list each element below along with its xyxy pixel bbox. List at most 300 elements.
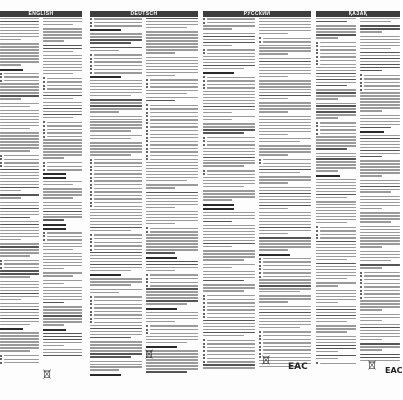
- bullet-icon: [203, 52, 205, 54]
- text-line: [150, 79, 198, 80]
- bullet-icon: [43, 77, 45, 79]
- list-item: [90, 72, 142, 74]
- text-line: [0, 217, 30, 218]
- text-line: [316, 82, 356, 83]
- text-line: [316, 98, 338, 99]
- bullet-icon: [90, 169, 92, 171]
- bullet-icon: [146, 83, 148, 85]
- text-line: [0, 128, 30, 129]
- paragraph: [360, 212, 400, 222]
- text-line: [316, 70, 356, 71]
- list-item: [146, 278, 198, 280]
- paragraph: [146, 162, 198, 181]
- list-item: [0, 155, 39, 157]
- text-line: [146, 31, 198, 32]
- text-line: [316, 188, 356, 189]
- paragraph: [0, 18, 39, 40]
- text-line: [360, 232, 400, 233]
- text-line: [364, 75, 400, 76]
- paragraph: [203, 33, 255, 46]
- section-heading-line: [146, 257, 177, 259]
- list-item: [316, 49, 356, 51]
- text-line: [360, 21, 391, 22]
- bullet-icon: [90, 198, 92, 200]
- text-line: [263, 276, 311, 277]
- text-line: [0, 106, 30, 107]
- text-line: [43, 64, 82, 65]
- text-line: [207, 170, 255, 171]
- text-line: [150, 112, 198, 113]
- text-line: [203, 243, 255, 244]
- text-line: [364, 293, 400, 294]
- column-header-english: ENGLISH: [0, 11, 82, 17]
- text-line: [259, 145, 311, 146]
- text-line: [0, 290, 39, 291]
- list-item: [203, 302, 255, 304]
- text-line: [43, 51, 73, 52]
- text-line: [316, 108, 356, 109]
- bullet-icon: [203, 313, 205, 315]
- text-line: [43, 191, 82, 192]
- text-line: [316, 318, 356, 319]
- text-line: [146, 220, 198, 221]
- text-line: [316, 145, 356, 146]
- text-line: [0, 347, 39, 348]
- text-line: [259, 190, 311, 191]
- text-line: [150, 148, 198, 149]
- text-line: [360, 330, 400, 331]
- text-line: [259, 237, 311, 238]
- section-heading-line: [43, 329, 66, 331]
- text-line: [43, 108, 82, 109]
- text-line: [94, 322, 142, 323]
- text-line: [43, 28, 82, 29]
- text-line: [150, 278, 198, 279]
- text-line: [90, 284, 131, 285]
- bullet-icon: [90, 249, 92, 251]
- text-line: [203, 177, 255, 178]
- bullet-icon: [259, 258, 261, 260]
- list-item: [146, 130, 198, 132]
- text-line: [146, 264, 198, 265]
- text-line: [43, 154, 82, 155]
- text-line: [263, 159, 311, 160]
- list-item: [90, 245, 142, 247]
- text-line: [259, 122, 311, 123]
- text-line: [146, 214, 198, 215]
- paragraph: [43, 272, 82, 276]
- paragraph: [146, 336, 198, 343]
- text-line: [146, 63, 198, 64]
- paragraph: [360, 52, 400, 71]
- paragraph: [360, 324, 400, 340]
- list-item: [203, 357, 255, 359]
- text-line: [203, 256, 255, 257]
- weee-bin-icon-3: [262, 355, 270, 365]
- bullet-icon: [90, 202, 92, 204]
- paragraph: [316, 306, 356, 322]
- paragraph: [0, 110, 39, 129]
- bullet-icon: [146, 148, 148, 150]
- bullet-icon: [203, 170, 205, 172]
- text-line: [0, 61, 39, 62]
- text-subcolumns: [0, 18, 82, 392]
- text-line: [259, 205, 311, 206]
- paragraph: [316, 179, 356, 198]
- text-line: [90, 270, 131, 271]
- text-line: [263, 261, 311, 262]
- text-line: [263, 357, 311, 358]
- column-header-deutsch: DEUTSCH: [90, 11, 198, 17]
- text-line: [360, 240, 400, 241]
- text-line: [43, 21, 82, 22]
- text-line: [320, 53, 356, 54]
- bullet-icon: [146, 130, 148, 132]
- text-line: [43, 275, 73, 276]
- paragraph: [43, 287, 82, 303]
- text-line: [207, 144, 255, 145]
- text-line: [316, 182, 356, 183]
- text-line: [320, 64, 356, 65]
- text-line: [146, 180, 187, 181]
- text-line: [360, 67, 400, 68]
- text-line: [43, 296, 82, 297]
- text-line: [150, 333, 198, 334]
- list-item: [316, 60, 356, 62]
- paragraph: [203, 271, 255, 281]
- text-line: [203, 106, 255, 107]
- text-line: [43, 151, 82, 152]
- list-item: [146, 112, 198, 114]
- text-line: [43, 18, 82, 19]
- text-line: [47, 85, 82, 86]
- eac-mark: EAC: [288, 362, 308, 372]
- text-line: [43, 148, 82, 149]
- bullet-icon: [146, 133, 148, 135]
- paragraph: [90, 99, 142, 112]
- text-line: [203, 123, 255, 124]
- paragraph: [43, 333, 82, 346]
- list-item: [259, 162, 311, 164]
- text-line: [316, 142, 356, 143]
- bullet-icon: [316, 230, 318, 232]
- text-line: [259, 327, 300, 328]
- text-line: [146, 368, 198, 369]
- text-line: [259, 182, 288, 183]
- text-line: [316, 259, 347, 260]
- text-line: [316, 164, 356, 165]
- text-line: [43, 259, 82, 260]
- text-line: [146, 211, 198, 212]
- text-line: [150, 137, 198, 138]
- text-line: [203, 112, 232, 113]
- text-line: [43, 216, 82, 217]
- bullet-icon: [316, 60, 318, 62]
- text-line: [203, 284, 255, 285]
- text-line: [259, 105, 311, 106]
- text-line: [94, 300, 142, 301]
- bullet-icon: [146, 119, 148, 121]
- text-line: [364, 82, 400, 83]
- text-line: [94, 202, 142, 203]
- list-item: [360, 74, 400, 76]
- text-line: [94, 249, 142, 250]
- text-line: [316, 103, 356, 104]
- bullet-icon: [0, 80, 2, 82]
- text-line: [0, 147, 39, 148]
- text-line: [43, 268, 64, 269]
- text-line: [360, 191, 391, 192]
- text-line: [259, 27, 311, 28]
- paragraph: [0, 202, 39, 218]
- list-item: [90, 162, 142, 164]
- paragraph: [90, 252, 142, 271]
- text-subcolumn: [259, 18, 311, 392]
- text-line: [203, 287, 255, 288]
- text-line: [90, 341, 142, 342]
- list-item: [203, 52, 255, 54]
- text-line: [203, 39, 255, 40]
- text-line: [90, 215, 142, 216]
- text-line: [94, 304, 142, 305]
- list-item: [146, 122, 198, 124]
- text-line: [259, 21, 311, 22]
- text-line: [90, 142, 142, 143]
- text-line: [203, 329, 255, 330]
- text-line: [94, 65, 142, 66]
- text-line: [43, 157, 64, 158]
- text-line: [316, 266, 356, 267]
- text-line: [0, 249, 39, 250]
- text-line: [207, 343, 255, 344]
- text-line: [259, 233, 288, 234]
- text-line: [146, 27, 187, 28]
- text-line: [203, 215, 255, 216]
- text-line: [259, 227, 311, 228]
- text-line: [203, 94, 255, 95]
- text-line: [360, 107, 400, 108]
- text-line: [360, 92, 400, 93]
- text-line: [0, 30, 39, 31]
- list-item: [259, 159, 311, 161]
- text-line: [259, 315, 311, 316]
- list-item: [259, 272, 311, 274]
- list-item: [316, 125, 356, 127]
- text-line: [0, 341, 39, 342]
- paragraph: [43, 92, 82, 99]
- text-line: [94, 311, 142, 312]
- text-line: [316, 167, 356, 168]
- text-line: [43, 111, 82, 112]
- list-item: [203, 343, 255, 345]
- bullet-icon: [0, 358, 2, 360]
- text-line: [360, 354, 400, 355]
- text-line: [94, 234, 142, 235]
- text-line: [94, 177, 142, 178]
- text-line: [203, 326, 255, 327]
- bullet-icon: [90, 187, 92, 189]
- text-line: [259, 70, 311, 71]
- bullet-icon: [259, 342, 261, 344]
- section-heading-line: [203, 204, 234, 206]
- paragraph: [360, 354, 400, 361]
- list-item: [316, 133, 356, 135]
- list-item: [259, 342, 311, 344]
- text-line: [90, 145, 142, 146]
- text-line: [316, 306, 356, 307]
- bullet-icon: [0, 155, 2, 157]
- list-item: [203, 309, 255, 311]
- section-heading-line: [43, 224, 66, 226]
- text-line: [207, 18, 255, 19]
- text-line: [207, 309, 255, 310]
- text-line: [360, 115, 400, 116]
- bullet-icon: [203, 49, 205, 51]
- text-line: [90, 337, 131, 338]
- text-line: [203, 231, 255, 232]
- text-line: [360, 251, 400, 252]
- text-line: [146, 97, 198, 98]
- column-kazakh: [316, 18, 400, 392]
- list-item: [259, 331, 311, 333]
- text-line: [259, 61, 311, 62]
- bullet-icon: [43, 232, 45, 234]
- text-line: [316, 351, 338, 352]
- text-line: [146, 201, 198, 202]
- list-item: [43, 136, 82, 138]
- list-item: [90, 300, 142, 302]
- text-line: [316, 263, 356, 264]
- list-item: [203, 298, 255, 300]
- text-line: [259, 179, 311, 180]
- text-line: [150, 282, 198, 283]
- bullet-icon: [146, 126, 148, 128]
- text-line: [259, 30, 311, 31]
- text-line: [316, 358, 338, 359]
- text-line: [316, 34, 356, 35]
- paragraph: [203, 364, 255, 368]
- text-line: [203, 186, 244, 187]
- text-line: [203, 228, 255, 229]
- text-line: [263, 258, 311, 259]
- bullet-icon: [203, 316, 205, 318]
- text-line: [0, 46, 39, 47]
- text-line: [364, 272, 400, 273]
- text-line: [360, 42, 400, 43]
- section-heading-line: [203, 208, 234, 210]
- text-line: [259, 172, 300, 173]
- paragraph: [316, 136, 356, 149]
- bullet-icon: [146, 278, 148, 280]
- text-line: [43, 290, 82, 291]
- text-line: [360, 237, 400, 238]
- bullet-icon: [146, 137, 148, 139]
- text-line: [94, 242, 142, 243]
- text-line: [94, 22, 142, 23]
- text-line: [316, 342, 356, 343]
- list-item: [146, 104, 198, 106]
- bullet-icon: [0, 158, 2, 160]
- paragraph: [203, 91, 255, 113]
- bullet-icon: [146, 227, 148, 229]
- list-item: [316, 52, 356, 54]
- text-line: [203, 109, 255, 110]
- text-line: [150, 325, 198, 326]
- list-item: [90, 296, 142, 298]
- bullet-icon: [90, 162, 92, 164]
- text-line: [259, 53, 288, 54]
- bullet-icon: [316, 133, 318, 135]
- list-item: [90, 205, 142, 207]
- paragraph: [360, 196, 400, 209]
- text-line: [364, 297, 400, 298]
- text-line: [0, 135, 39, 136]
- list-item: [360, 293, 400, 295]
- text-line: [259, 125, 311, 126]
- text-line: [0, 205, 39, 206]
- text-line: [90, 350, 142, 351]
- text-line: [316, 348, 356, 349]
- paragraph: [316, 290, 356, 303]
- text-line: [90, 99, 142, 100]
- bullet-icon: [203, 298, 205, 300]
- text-line: [0, 181, 39, 182]
- text-line: [316, 312, 356, 313]
- list-item: [43, 132, 82, 134]
- text-line: [259, 45, 311, 46]
- paragraph: [316, 89, 356, 99]
- text-line: [146, 37, 198, 38]
- paragraph: [0, 332, 39, 351]
- paragraph: [360, 251, 400, 261]
- text-line: [0, 21, 39, 22]
- text-line: [94, 191, 142, 192]
- text-line: [146, 321, 175, 322]
- text-line: [316, 328, 356, 329]
- column-russian: [203, 18, 311, 392]
- text-line: [259, 243, 311, 244]
- text-line: [146, 312, 198, 313]
- text-line: [43, 262, 82, 263]
- bullet-icon: [203, 343, 205, 345]
- text-line: [320, 60, 356, 61]
- text-line: [150, 126, 198, 127]
- text-line: [316, 204, 356, 205]
- text-line: [43, 55, 82, 56]
- text-line: [4, 159, 39, 160]
- list-item: [90, 191, 142, 193]
- text-line: [203, 234, 255, 235]
- text-line: [4, 260, 39, 261]
- bullet-icon: [90, 311, 92, 313]
- text-line: [203, 290, 244, 291]
- text-line: [259, 47, 311, 48]
- list-item: [203, 76, 255, 78]
- text-line: [4, 80, 39, 81]
- text-line: [150, 141, 198, 142]
- text-line: [320, 133, 356, 134]
- text-line: [360, 317, 400, 318]
- text-line: [0, 144, 39, 145]
- bullet-icon: [43, 125, 45, 127]
- bullet-icon: [90, 72, 92, 74]
- text-line: [360, 215, 400, 216]
- text-line: [150, 86, 198, 87]
- text-line: [0, 178, 39, 179]
- bullet-icon: [316, 125, 318, 127]
- text-line: [146, 187, 175, 188]
- text-line: [4, 362, 39, 363]
